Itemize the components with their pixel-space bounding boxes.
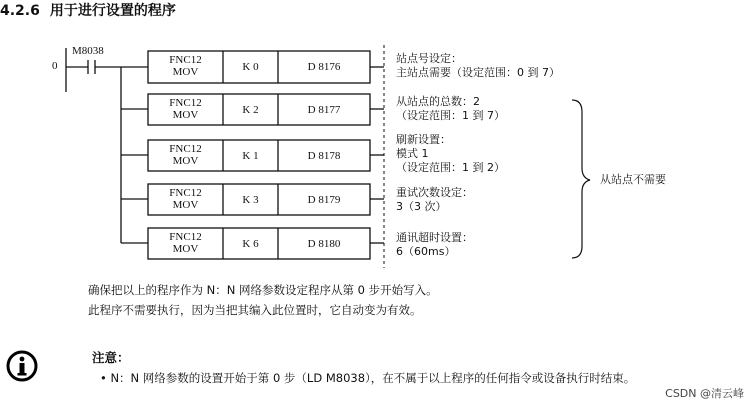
desc-line: 6（60ms） (396, 245, 456, 258)
info-icon (6, 350, 38, 382)
desc-line: 从站点的总数：2 (396, 95, 480, 108)
source-cell-5: K 6 (242, 238, 259, 250)
fnc-op: MOV (172, 199, 199, 211)
desc-line: （设定范围：1 到 2） (396, 161, 505, 174)
row-desc-4 (396, 186, 473, 214)
desc-line: 站点号设定： (396, 52, 462, 65)
source-cell-3: K 1 (242, 150, 259, 162)
fnc-cell-4 (148, 187, 223, 211)
row-desc-3 (396, 133, 505, 175)
row-desc-5 (396, 231, 473, 259)
fnc-op: MOV (172, 109, 199, 121)
section-number: 4.2.6 (0, 3, 40, 19)
section-title: 用于进行设置的程序 (49, 3, 176, 19)
fnc-op: MOV (172, 66, 199, 78)
dest-cell-5: D 8180 (307, 238, 341, 250)
fnc-code: FNC12 (169, 187, 202, 199)
fnc-code: FNC12 (169, 97, 202, 109)
source-cell-2: K 2 (242, 104, 259, 116)
contact-label: M8038 (72, 45, 104, 57)
fnc-cell-2 (148, 97, 223, 121)
desc-line: 模式 1 (396, 147, 429, 160)
fnc-code: FNC12 (169, 54, 202, 66)
right-brace (572, 100, 590, 258)
desc-line: 重试次数设定： (396, 186, 473, 199)
fnc-op: MOV (172, 243, 199, 255)
fnc-cell-5 (148, 231, 223, 255)
fnc-code: FNC12 (169, 231, 202, 243)
dest-cell-3: D 8178 (307, 150, 341, 162)
note-title: 注意： (92, 350, 130, 365)
watermark: CSDN @清云峰 (665, 387, 744, 400)
dest-cell-1: D 8176 (307, 61, 341, 73)
note-item: • N：N 网络参数的设置开始于第 0 步（LD M8038），在不属于以上程序的任何指令或设备执行时结束。 (100, 371, 636, 385)
paragraph-1: 确保把以上的程序作为 N：N 网络参数设定程序从第 0 步开始写入。 (88, 283, 438, 297)
fnc-code: FNC12 (169, 143, 202, 155)
desc-line: 3（3 次） (396, 200, 447, 213)
desc-line: 主站点需要（设定范围：0 到 7） (396, 66, 560, 79)
fnc-op: MOV (172, 155, 199, 167)
paragraph-2: 此程序不需要执行，因为当把其编入此位置时，它自动变为有效。 (88, 303, 422, 317)
fnc-cell-3 (148, 143, 223, 167)
brace-label: 从站点不需要 (600, 173, 666, 186)
desc-line: 通讯超时设置： (396, 231, 473, 244)
dest-cell-2: D 8177 (307, 104, 341, 116)
source-cell-1: K 0 (242, 61, 259, 73)
row-desc-2 (396, 95, 505, 123)
step-number: 0 (52, 60, 58, 72)
fnc-cell-1 (148, 54, 223, 78)
source-cell-4: K 3 (242, 194, 259, 206)
desc-line: （设定范围：1 到 7） (396, 109, 505, 122)
desc-line: 刷新设置： (396, 133, 451, 146)
row-desc-1 (396, 52, 560, 80)
dest-cell-4: D 8179 (307, 194, 341, 206)
